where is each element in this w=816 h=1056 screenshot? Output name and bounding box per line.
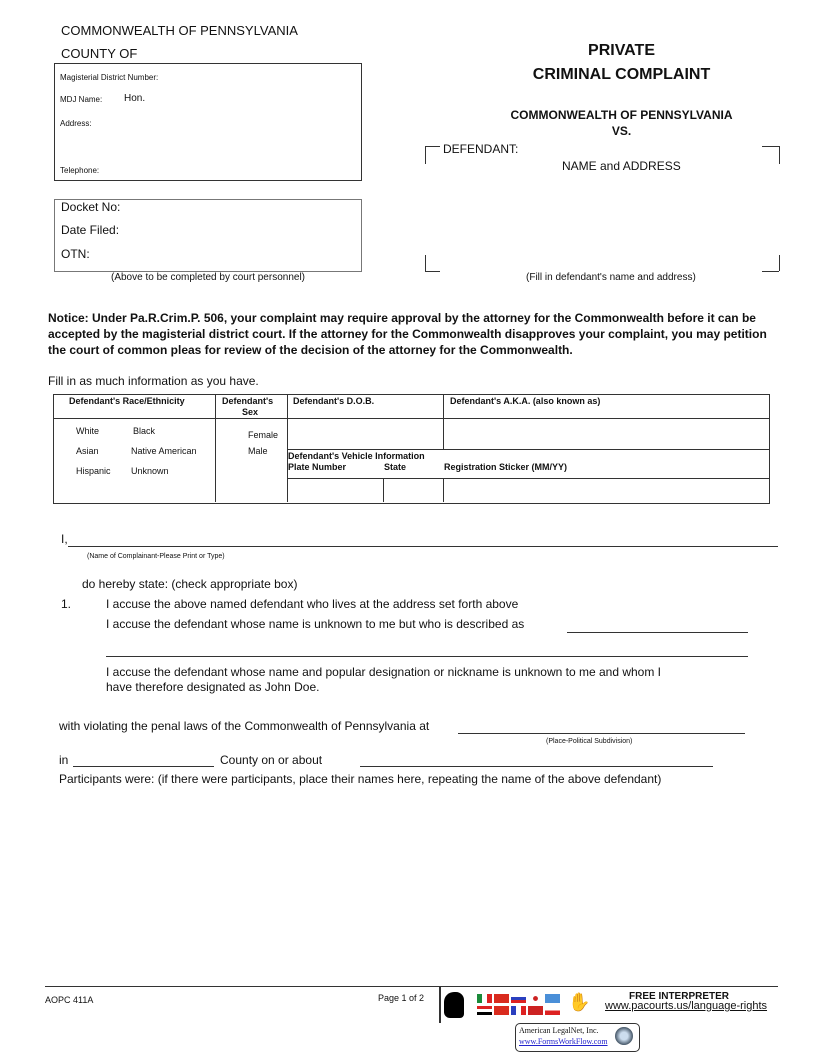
notice-line2: accepted by the magisterial district court. If the attorney for the Commonwealth disapproves your complaint, you may petition	[48, 327, 767, 341]
race-unknown[interactable]: Unknown	[131, 466, 169, 476]
sex-header-2: Sex	[242, 407, 259, 417]
hon-label: Hon.	[124, 93, 146, 104]
dob-header: Defendant's D.O.B.	[293, 396, 375, 406]
plate-header: Plate Number	[288, 462, 347, 472]
item-number: 1.	[61, 597, 72, 611]
sign-language-icon: ✋	[568, 992, 591, 1012]
sex-male[interactable]: Male	[248, 446, 268, 456]
flag-china-icon	[494, 994, 509, 1003]
flag-france-icon	[511, 1006, 526, 1015]
notice-line3: the court of common pleas for review of the decision of the attorney for the Commonwealth.	[48, 343, 573, 357]
free-interpreter: FREE INTERPRETER	[629, 991, 730, 1002]
i-label: I,	[61, 532, 68, 546]
court-personnel-note: (Above to be completed by court personnel)	[111, 272, 305, 283]
place-caption: (Place-Political Subdivision)	[546, 738, 633, 745]
notice-line1: Notice: Under Pa.R.Crim.P. 506, your complaint may require approval by the attorney for the Commonwealth before it can be	[48, 311, 756, 325]
flag-somalia-icon	[545, 994, 560, 1003]
flag-poland-icon	[545, 1006, 560, 1015]
county-heading: COUNTY OF	[61, 46, 138, 61]
district-label: Magisterial District Number:	[60, 73, 159, 82]
aka-header: Defendant's A.K.A. (also known as)	[450, 396, 601, 406]
fill-defendant-note: (Fill in defendant's name and address)	[526, 272, 696, 283]
race-hispanic[interactable]: Hispanic	[76, 466, 111, 476]
complainant-caption: (Name of Complainant-Please Print or Type)	[87, 553, 225, 560]
county-line[interactable]	[73, 766, 214, 767]
vehicle-header: Defendant's Vehicle Information	[288, 451, 425, 461]
page-number: Page 1 of 2	[378, 993, 425, 1003]
legalnet-name: American LegalNet, Inc.	[519, 1026, 599, 1035]
violating-text: with violating the penal laws of the Commonwealth of Pennsylvania at	[59, 719, 430, 733]
language-rights-link[interactable]: www.pacourts.us/language-rights	[605, 1000, 768, 1012]
caption-commonwealth: COMMONWEALTH OF PENNSYLVANIA	[510, 108, 733, 122]
option-described[interactable]: I accuse the defendant whose name is unknown to me but who is described as	[106, 617, 525, 631]
flag-nepal-icon	[528, 1006, 543, 1015]
sticker-header: Registration Sticker (MM/YY)	[444, 462, 568, 472]
participants-text: Participants were: (if there were participants, place their names here, repeating the name of the above defendant)	[59, 772, 662, 786]
place-line[interactable]	[458, 733, 745, 734]
otn-label: OTN:	[61, 247, 90, 261]
race-white[interactable]: White	[76, 426, 100, 436]
legalnet-link[interactable]: www.FormsWorkFlow.com	[519, 1037, 608, 1046]
caption-vs: VS.	[611, 124, 632, 138]
race-native-american[interactable]: Native American	[131, 446, 197, 456]
county-on-about: County on or about	[220, 753, 323, 767]
option-john-doe-2: have therefore designated as John Doe.	[106, 680, 320, 694]
mdj-label: MDJ Name:	[60, 95, 103, 104]
legalnet-logo-icon	[615, 1027, 633, 1045]
option-john-doe-1[interactable]: I accuse the defendant whose name and popular designation or nickname is unknown to me and whom I	[106, 665, 662, 679]
race-black[interactable]: Black	[133, 426, 156, 436]
in-label: in	[59, 753, 69, 767]
hereby-state: do hereby state: (check appropriate box)	[82, 577, 298, 591]
flag-korea-icon	[528, 994, 543, 1003]
state-heading: COMMONWEALTH OF PENNSYLVANIA	[61, 23, 298, 38]
name-address-label: NAME and ADDRESS	[562, 159, 681, 173]
flag-russia-icon	[511, 994, 526, 1003]
form-number: AOPC 411A	[45, 995, 94, 1005]
date-line[interactable]	[360, 766, 713, 767]
state-header: State	[384, 462, 407, 472]
flag-mexico-icon	[477, 994, 492, 1003]
date-filed-label: Date Filed:	[61, 223, 120, 237]
fill-in-instruction: Fill in as much information as you have.	[48, 374, 259, 388]
sex-header: Defendant's	[222, 396, 274, 406]
docket-label: Docket No:	[61, 200, 121, 214]
option-known-address[interactable]: I accuse the above named defendant who lives at the address set forth above	[106, 597, 519, 611]
race-asian[interactable]: Asian	[76, 446, 99, 456]
address-label: Address:	[60, 119, 92, 128]
sex-female[interactable]: Female	[248, 430, 279, 440]
speaking-head-icon	[444, 992, 464, 1018]
race-header: Defendant's Race/Ethnicity	[69, 396, 185, 406]
title-line1: PRIVATE	[588, 42, 655, 59]
complainant-name-line[interactable]	[68, 546, 778, 547]
flag-vietnam-icon	[494, 1006, 509, 1015]
telephone-label: Telephone:	[60, 166, 100, 175]
defendant-label: DEFENDANT:	[443, 142, 519, 156]
flag-egypt-icon	[477, 1006, 492, 1015]
title-line2: CRIMINAL COMPLAINT	[532, 66, 711, 83]
